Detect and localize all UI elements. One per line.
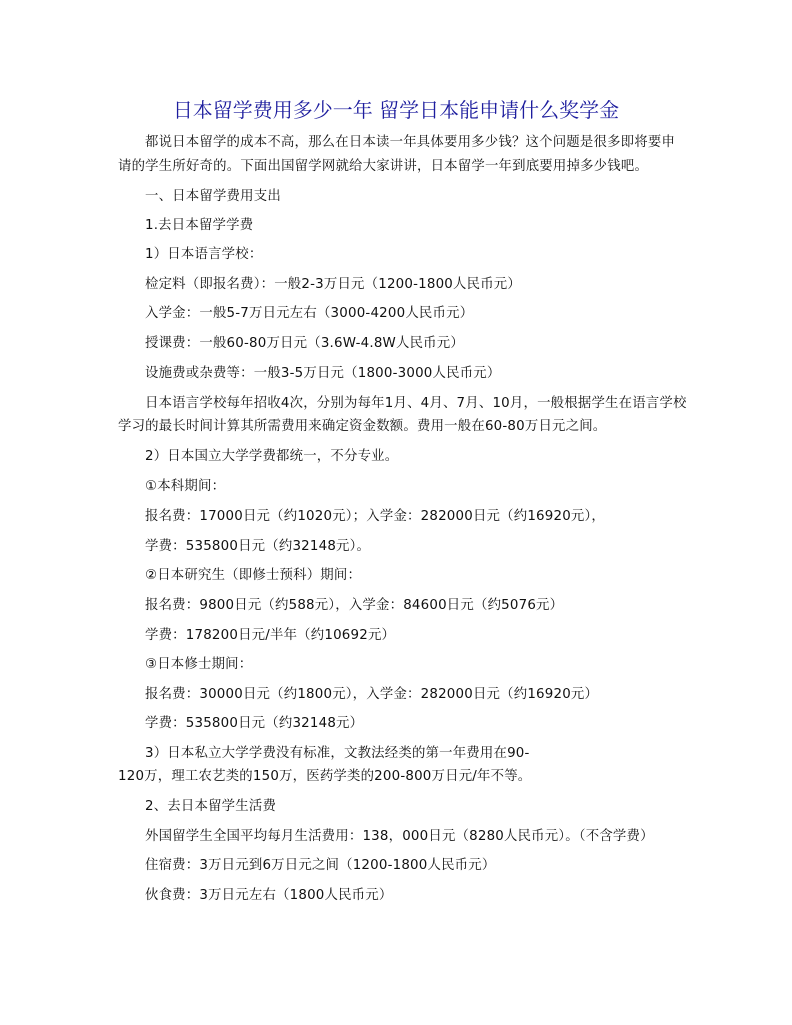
research-heading: ②日本研究生（即修士预科）期间： [145,568,362,583]
lang-fee-enrollment: 入学金：一般5-7万日元左右（3000-4200人民币元） [145,306,474,321]
master-fee-line-2: 学费：535800日元（约32148元） [145,716,364,731]
lang-fee-exam: 检定料（即报名费）：一般2-3万日元（1200-1800人民币元） [145,277,521,292]
living-line-average: 外国留学生全国平均每月生活费用：138，000日元（8280人民币元）。（不含学费） [145,829,654,844]
master-heading: ③日本修士期间： [145,657,253,672]
private-note-line-1: 3）日本私立大学学费没有标准，文教法经类的第一年费用在90- [145,746,530,761]
lang-fee-tuition: 授课费：一般60-80万日元（3.6W-4.8W人民币元） [145,336,464,351]
private-note-line-2: 120万，理工农艺类的150万，医药学类的200-800万日元/年不等。 [118,769,532,784]
intro-line-1: 都说日本留学的成本不高，那么在日本读一年具体要用多少钱？这个问题是很多即将要申 [145,135,676,150]
national-heading: 2）日本国立大学学费都统一，不分专业。 [145,449,399,464]
lang-note-line-2: 学习的最长时间计算其所需费用来确定资金数额。费用一般在60-80万日元之间。 [118,419,607,434]
undergrad-fee-line-2: 学费：535800日元（约32148元）。 [145,539,371,554]
page-title: 日本留学费用多少一年 留学日本能申请什么奖学金 [172,98,620,122]
intro-line-2: 请的学生所好奇的。下面出国留学网就给大家讲讲，日本留学一年到底要用掉多少钱吧。 [118,159,649,174]
lang-fee-facility: 设施费或杂费等：一般3-5万日元（1800-3000人民币元） [145,366,501,381]
undergrad-fee-line-1: 报名费：17000日元（约1020元）；入学金：282000日元（约16920元）， [145,509,605,524]
undergrad-heading: ①本科期间： [145,479,226,494]
sub1-heading: 1.去日本留学学费 [145,218,254,233]
research-fee-line-2: 学费：178200日元/半年（约10692元） [145,628,396,643]
section1-heading: 一、日本留学费用支出 [145,189,281,204]
living-line-food: 伙食费：3万日元左右（1800人民币元） [145,888,393,903]
living-line-housing: 住宿费：3万日元到6万日元之间（1200-1800人民币元） [145,858,496,873]
lang-school-heading: 1）日本语言学校： [145,247,263,262]
lang-note-line-1: 日本语言学校每年招收4次，分别为每年1月、4月、7月、10月，一般根据学生在语言学校 [145,396,687,411]
master-fee-line-1: 报名费：30000日元（约1800元），入学金：282000日元（约16920元） [145,687,599,702]
sub2-heading: 2、去日本留学生活费 [145,799,277,814]
research-fee-line-1: 报名费：9800日元（约588元），入学金：84600日元（约5076元） [145,598,564,613]
